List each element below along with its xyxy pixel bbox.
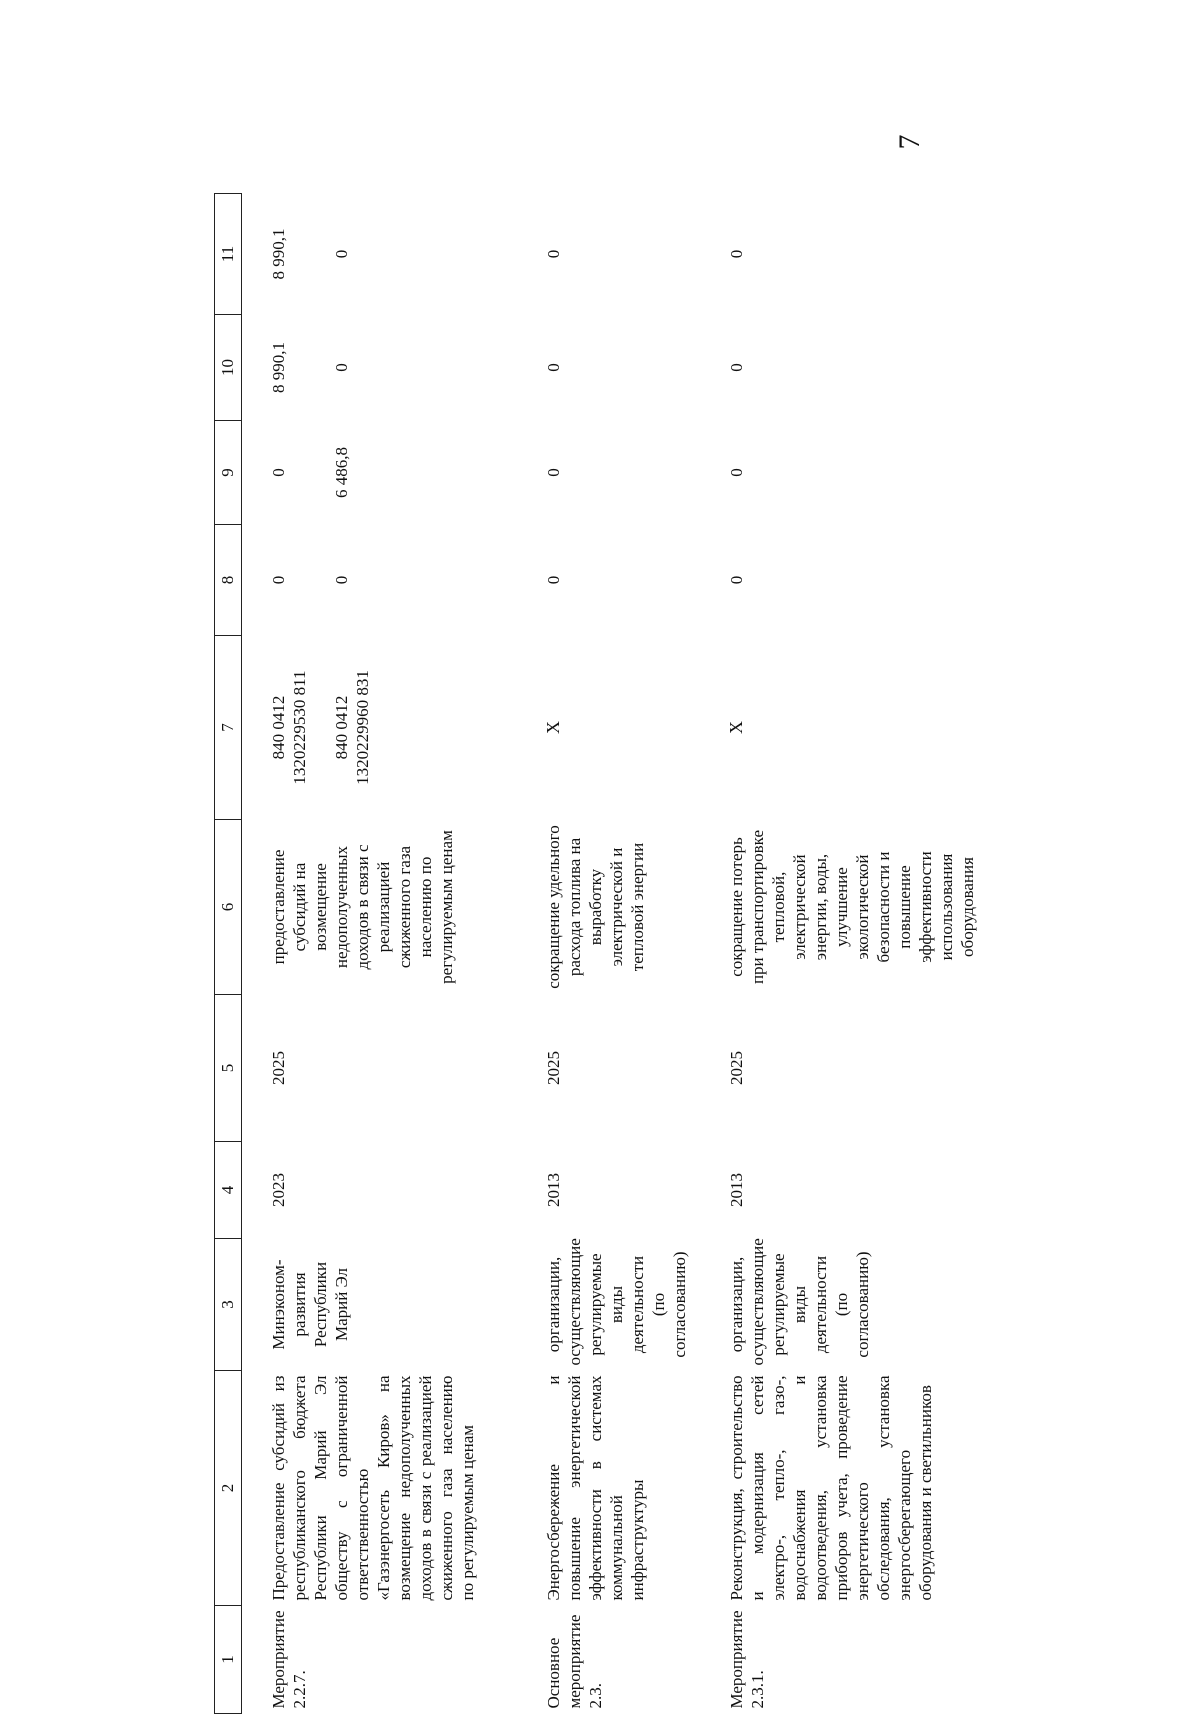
header-col-9: 9	[215, 421, 242, 525]
end-year: 2025	[269, 1051, 288, 1085]
header-col-11: 11	[215, 194, 242, 315]
program-measures-table	[214, 193, 988, 1714]
responsible-executor: организации, осуществляющие регулируемые виды деятельности (по согласованию)	[543, 1238, 689, 1366]
header-col-10: 10	[215, 315, 242, 421]
expected-result: предоставление субсидий на возмещение недополученных доходов в связи с реализацией сжиженного газа населению по регулируемым ценам	[269, 830, 456, 984]
header-row	[215, 194, 242, 1714]
value-col-9: 0	[543, 468, 563, 477]
table-row	[517, 194, 700, 1714]
value-col-8: 0 0	[269, 575, 351, 585]
page-number: 7	[893, 134, 926, 150]
header-col-7: 7	[215, 636, 242, 820]
measure-id: Мероприятие 2.3.1.	[726, 1610, 767, 1709]
header-col-8: 8	[215, 525, 242, 636]
header-col-4: 4	[215, 1142, 242, 1239]
responsible-executor: Минэконом-развития Республики Марий Эл	[269, 1259, 351, 1350]
measure-description: Энергосбережение и повышение энергетической эффективности в системах коммунальной инфраструктуры	[543, 1375, 647, 1601]
value-col-8: 0	[726, 575, 746, 585]
header-col-2: 2	[215, 1371, 242, 1606]
measure-id: Основное мероприятие 2.3.	[543, 1614, 605, 1709]
end-year: 2025	[726, 1051, 746, 1085]
table-row	[242, 194, 517, 1714]
value-col-11: 8 990,1 0	[269, 228, 351, 280]
start-year: 2013	[726, 1173, 746, 1207]
start-year: 2023	[269, 1173, 288, 1207]
end-year: 2025	[543, 1051, 563, 1085]
start-year: 2013	[543, 1173, 563, 1207]
value-col-9: 0 6 486,8	[269, 447, 351, 498]
measure-description: Реконструкция, строительство и модернизация сетей электро-, тепло-, газо-, водоснабжения и водоотведения, установка приборов учета, проведение энергетического обследования, установка энергосберегающего оборудования и светильников	[726, 1375, 935, 1601]
budget-code: X	[542, 721, 563, 734]
expected-result: сокращение потерь при транспортировке тепловой, электрической энергии, воды, улучшение экологической безопасности и повышение эффективности использования оборудования	[726, 829, 977, 985]
measure-id: Мероприятие 2.2.7.	[269, 1610, 309, 1709]
expected-result: сокращение удельного расхода топлива на выработку электрической и тепловой энергии	[543, 825, 647, 989]
budget-code: X	[725, 721, 746, 734]
budget-code: 840 0412 1320229530 811 840 0412 1320229960 831	[269, 670, 372, 785]
value-col-10: 8 990,1 0	[269, 342, 351, 393]
measure-description: Предоставление субсидий из республиканского бюджета Республики Марий Эл обществу с ограниченной ответственностью «Газэнергосеть Киров» на возмещение недополученных доходов в связи с реализацией сжиженного газа населению по регулируемым ценам	[269, 1375, 477, 1601]
header-col-3: 3	[215, 1239, 242, 1371]
value-col-8: 0	[543, 575, 563, 585]
rotated-table-container	[214, 194, 984, 1714]
responsible-executor: организации, осуществляющие регулируемые виды деятельности (по согласованию)	[726, 1238, 872, 1366]
value-col-10: 0	[726, 363, 746, 372]
value-col-11: 0	[543, 249, 563, 259]
value-col-11: 0	[726, 249, 746, 259]
value-col-9: 0	[726, 468, 746, 477]
header-col-6: 6	[215, 820, 242, 995]
table-row	[700, 194, 988, 1714]
header-col-5: 5	[215, 995, 242, 1142]
value-col-10: 0	[543, 363, 563, 372]
header-col-1: 1	[215, 1606, 242, 1714]
